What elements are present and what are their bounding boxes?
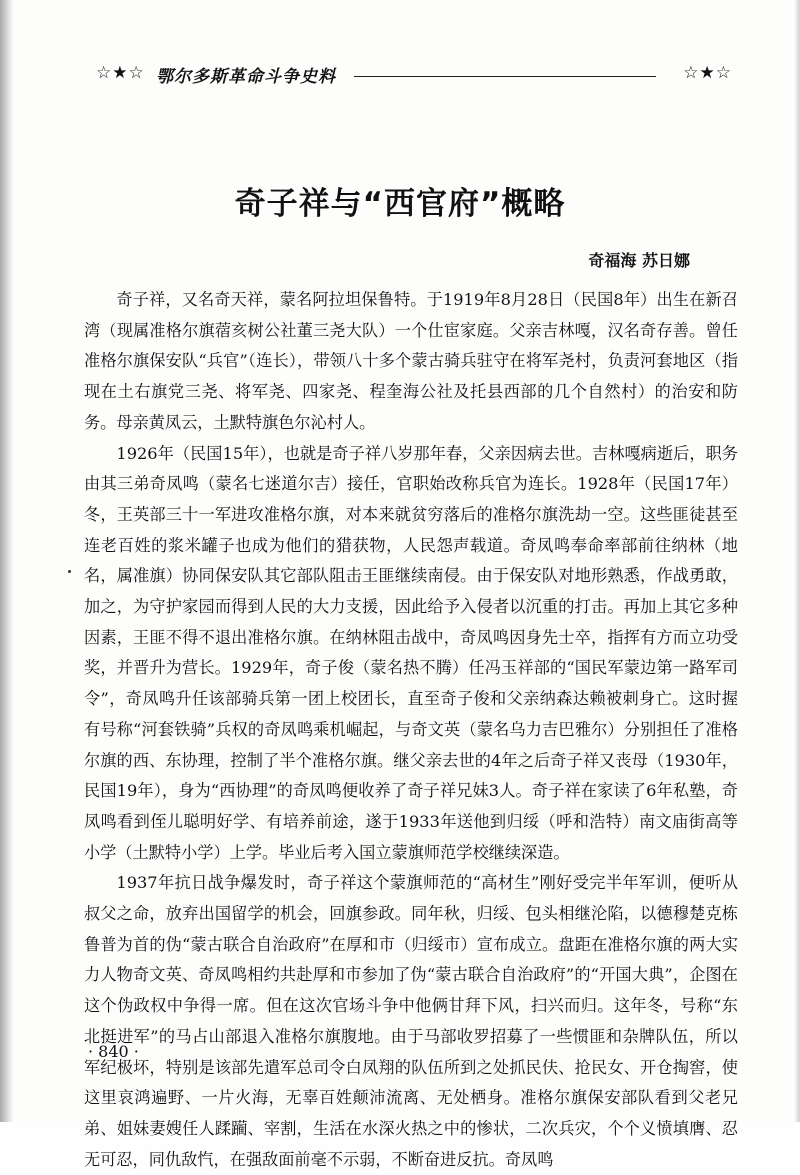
print-speck [68, 570, 71, 573]
header-stars-right-icon: ☆★☆ [683, 63, 732, 83]
article-body [84, 285, 738, 1175]
article-authors: 奇福海 苏日娜 [588, 251, 690, 270]
paragraph-3: 1937年抗日战争爆发时，奇子祥这个蒙旗师范的“高材生”刚好受完半年军训，便听从叔父之命，放弃出国留学的机会，回旗参政。同年秋，归绥、包头相继沦陷，以德穆楚克栋鲁普为首的伪“蒙古联合自治政府”在厚和市（归绥市）宣布成立。盘距在准格尔旗的两大实力人物奇文英、奇凤鸣相约共赴厚和市参加了伪“蒙古联合自治政府”的“开国大典”，企图在这个伪政权中争得一席。但在这次官场斗争中他俩甘拜下风，扫兴而归。这年冬，号称“东北挺进军”的马占山部退入准格尔旗腹地。由于马部收罗招募了一些惯匪和杂牌队伍，所以军纪极坏，特别是该部先遣军总司令白凤翔的队伍所到之处抓民伕、抢民女、开仓掏窖，使这里哀鸿遍野、一片火海，无辜百姓颠沛流离、无处栖身。准格尔旗保安部队看到父老兄弟、姐妹妻嫂任人蹂躏、宰割，生活在水深火热之中的惨状，二次兵灾，个个义愤填膺、忍无可忍，同仇敌忾，在强敌面前毫不示弱，不断奋进反抗。奇凤鸣 [84, 873, 738, 1169]
running-header [96, 62, 732, 88]
paragraph-1: 奇子祥，又名奇天祥，蒙名阿拉坦保鲁特。于1919年8月28日（民国8年）出生在新召湾（现属准格尔旗蓿亥树公社董三尧大队）一个仕宦家庭。父亲吉林嘎，汉名奇存善。曾任准格尔旗保安队“兵官”（连长），带领八十多个蒙古骑兵驻守在将军尧村，负责河套地区（指现在土右旗党三尧、将军尧、四家尧、程奎海公社及托县西部的几个自然村）的治安和防务。母亲黄凤云，土默特旗色尔沁村人。 [84, 290, 738, 432]
page-number: · 840 · [88, 1042, 139, 1061]
page-edge-shadow [794, 0, 800, 1122]
header-rule [354, 76, 656, 77]
page-binding-shadow [0, 0, 14, 1122]
header-stars-left-icon: ☆★☆ [96, 63, 145, 83]
series-title: 鄂尔多斯革命斗争史料 [156, 67, 336, 87]
article-title: 奇子祥与“西官府”概略 [234, 186, 566, 222]
paragraph-2: 1926年（民国15年），也就是奇子祥八岁那年春，父亲因病去世。吉林嘎病逝后，职务由其三弟奇凤鸣（蒙名七迷道尔吉）接任，官职始改称兵官为连长。1928年（民国17年）冬，王英部三十一军进攻准格尔旗，对本来就贫穷落后的准格尔旗洗劫一空。这些匪徒甚至连老百姓的浆米罐子也成为他们的猎获物，人民怨声载道。奇凤鸣奉命率部前往纳林（地名，属准旗）协同保安队其它部队阻击王匪继续南侵。由于保安队对地形熟悉，作战勇敢，加之，为守护家园而得到人民的大力支援，因此给予入侵者以沉重的打击。再加上其它多种因素，王匪不得不退出准格尔旗。在纳林阻击战中，奇凤鸣因身先士卒，指挥有方而立功受奖，并晋升为营长。1929年，奇子俊（蒙名热不腾）任冯玉祥部的“国民军蒙边第一路军司令”，奇凤鸣升任该部骑兵第一团上校团长，直至奇子俊和父亲纳森达赖被刺身亡。这时握有号称“河套铁骑”兵权的奇凤鸣乘机崛起，与奇文英（蒙名乌力吉巴雅尔）分别担任了准格尔旗的西、东协理，控制了半个准格尔旗。继父亲去世的4年之后奇子祥又丧母（1930年，民国19年），身为“西协理”的奇凤鸣便收养了奇子祥兄妹3人。奇子祥在家读了6年私塾，奇凤鸣看到侄儿聪明好学、有培养前途，遂于1933年送他到归绥（呼和浩特）南文庙街高等小学（土默特小学）上学。毕业后考入国立蒙旗师范学校继续深造。 [84, 443, 738, 862]
